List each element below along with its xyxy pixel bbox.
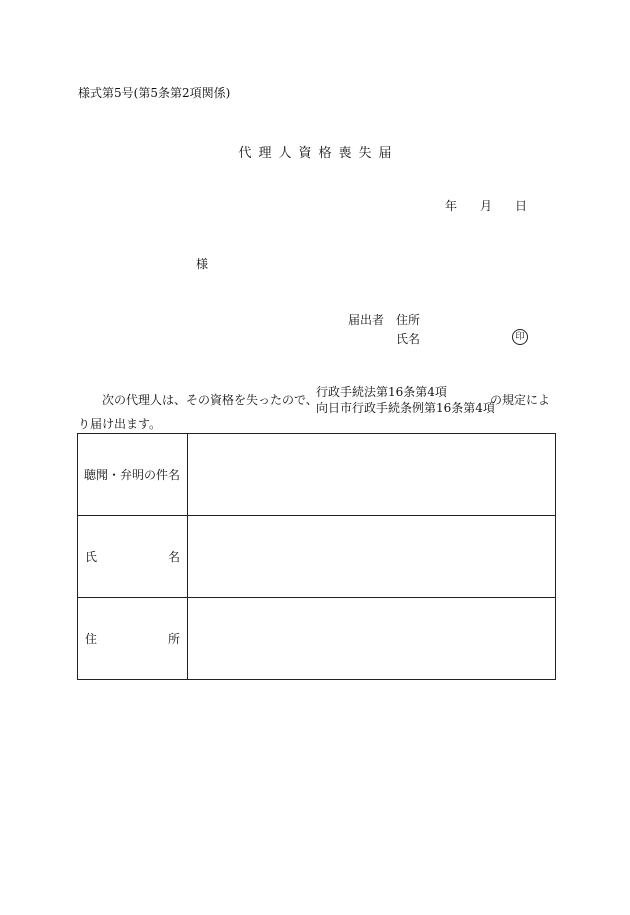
address-label-cell xyxy=(78,598,188,680)
date-year-label: 年 xyxy=(445,199,458,213)
table-row-name xyxy=(78,516,556,598)
table-row-address xyxy=(78,598,556,680)
form-table xyxy=(77,433,556,680)
law-option-2: 向日市行政手続条例第16条第4項 xyxy=(316,401,495,415)
applicant-name-label: 氏名 xyxy=(396,332,421,346)
name-label-left: 氏 xyxy=(85,550,98,564)
applicant-label: 届出者 xyxy=(348,313,385,327)
form-number: 様式第5号(第5条第2項関係) xyxy=(78,86,231,100)
document-title: 代理人資格喪失届 xyxy=(238,146,399,161)
seal-icon: 印 xyxy=(512,329,528,345)
name-input-cell[interactable] xyxy=(188,516,556,598)
body-text-continuation: り届け出ます。 xyxy=(78,417,162,431)
address-input-cell[interactable] xyxy=(188,598,556,680)
date-month-label: 月 xyxy=(480,199,493,213)
date-day-label: 日 xyxy=(515,199,528,213)
address-label-left: 住 xyxy=(85,632,98,646)
table-row-subject xyxy=(78,434,556,516)
name-label-cell xyxy=(78,516,188,598)
subject-label-cell xyxy=(78,434,188,516)
name-label-right: 名 xyxy=(167,550,180,564)
addressee-honorific: 様 xyxy=(196,257,209,271)
subject-label: 聴聞・弁明の件名 xyxy=(84,468,181,482)
body-text-suffix: の規定によ xyxy=(490,393,551,407)
subject-input-cell[interactable] xyxy=(188,434,556,516)
applicant-address-label: 住所 xyxy=(396,313,421,327)
address-label-right: 所 xyxy=(167,632,180,646)
body-text-prefix: 次の代理人は、その資格を失ったので、 xyxy=(102,393,318,407)
law-option-1: 行政手続法第16条第4項 xyxy=(316,385,447,399)
